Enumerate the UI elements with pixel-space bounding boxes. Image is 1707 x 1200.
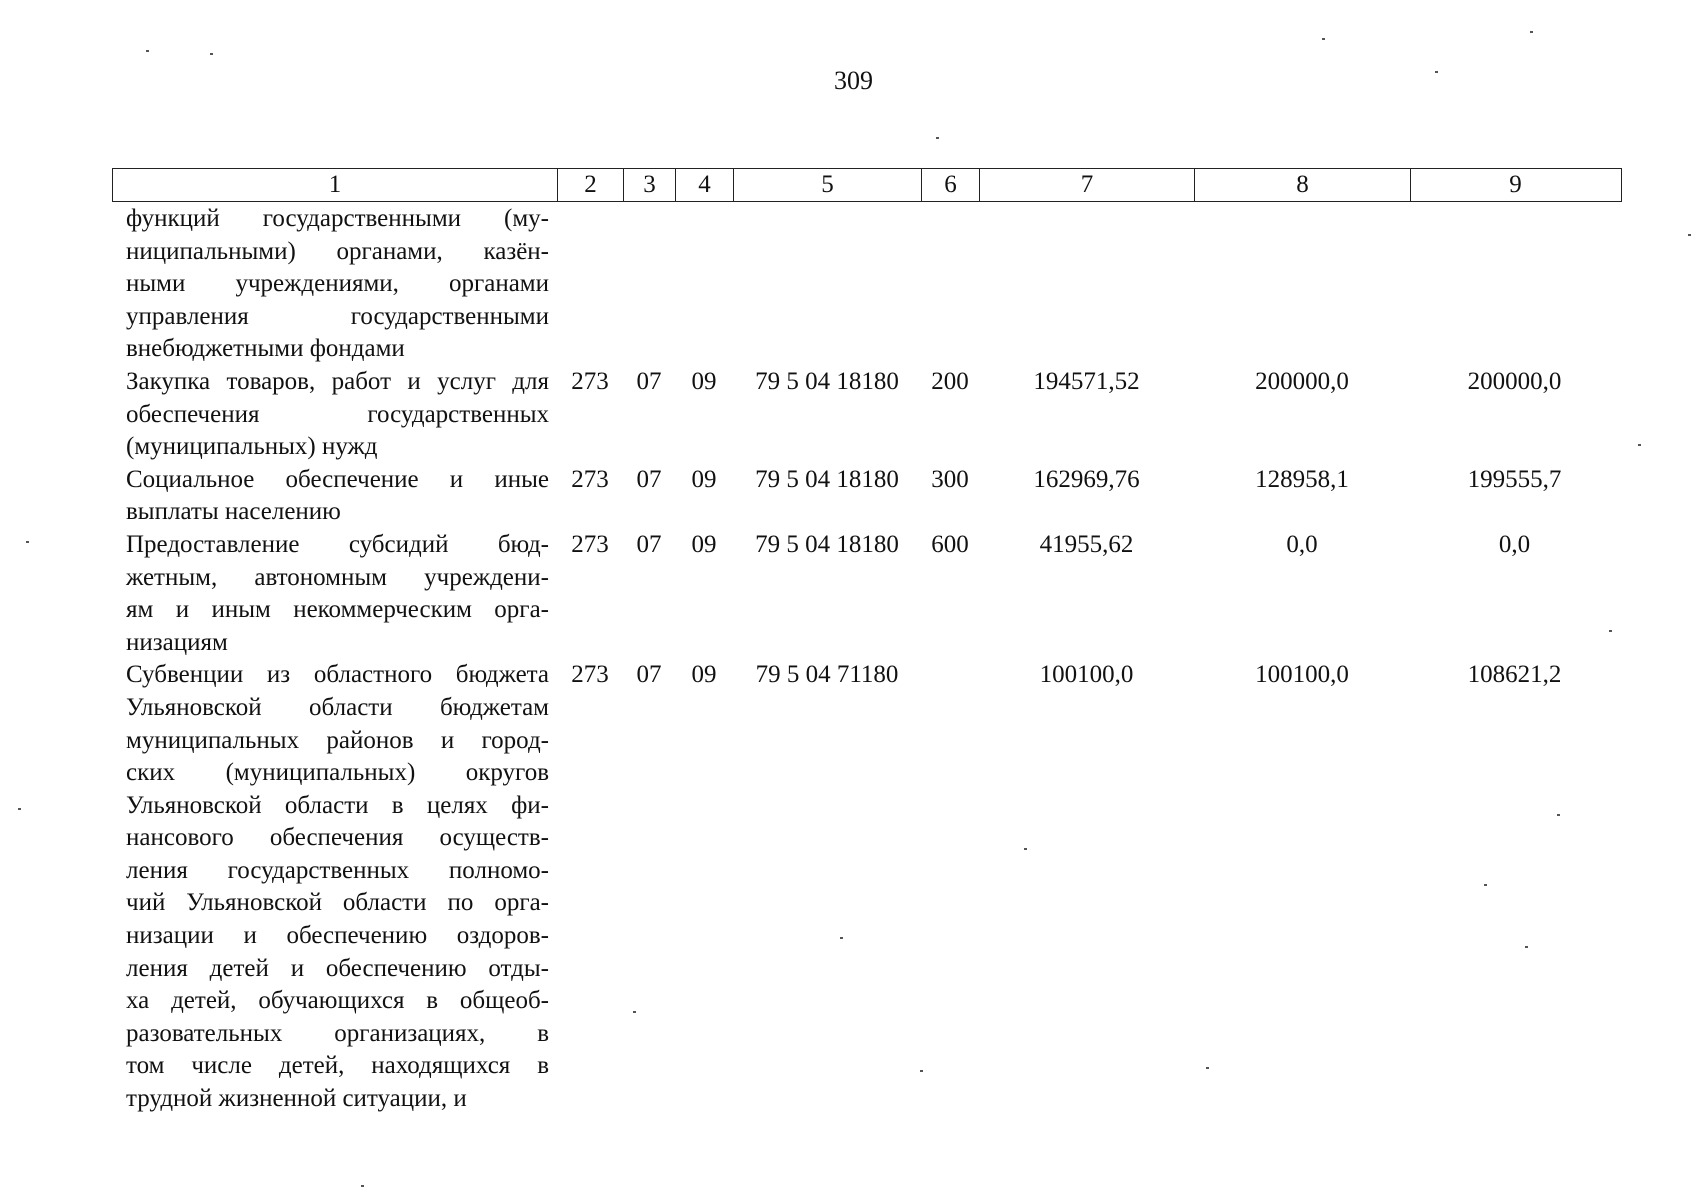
- header-col-7: 7: [980, 169, 1195, 201]
- description-line: жетным, автономным учреждени-: [126, 563, 549, 591]
- header-col-3: 3: [624, 169, 676, 201]
- cell-col-9: 199555,7: [1467, 465, 1562, 493]
- scan-speck: [936, 137, 939, 139]
- scan-speck: [1530, 31, 1533, 33]
- scan-speck: [361, 1185, 364, 1187]
- cell-col-4: 09: [691, 465, 717, 493]
- row-description: [112, 366, 557, 464]
- cell-col-3: 07: [636, 530, 662, 558]
- description-line: Социальное обеспечение и иные: [126, 465, 549, 493]
- cell-col-2: 273: [571, 530, 609, 558]
- header-col-5: 5: [734, 169, 922, 201]
- cell-col-3: [623, 203, 675, 366]
- table-row: [112, 659, 1622, 1115]
- cell-col-2: 273: [571, 367, 609, 395]
- description-line: низациям: [126, 628, 228, 656]
- budget-table: [112, 168, 1622, 1116]
- cell-col-4: 09: [691, 530, 717, 558]
- cell-col-9: 0,0: [1498, 530, 1531, 558]
- scan-speck: [1484, 884, 1487, 886]
- scan-speck: [840, 937, 843, 939]
- scan-speck: [633, 1011, 636, 1013]
- cell-col-2: 273: [571, 465, 609, 493]
- description-line: Ульяновской области в целях фи-: [126, 791, 549, 819]
- row-description: [112, 659, 557, 1115]
- cell-col-6: [921, 659, 979, 1115]
- cell-col-6: 200: [931, 367, 969, 395]
- description-line: обеспечения государственных: [126, 400, 549, 428]
- row-description: [112, 203, 557, 366]
- description-line: нансового обеспечения осуществ-: [126, 824, 549, 852]
- row-description: [112, 464, 557, 529]
- cell-col-5: 79 5 04 18180: [755, 367, 899, 395]
- cell-col-7: 100100,0: [1039, 661, 1134, 689]
- scan-speck: [1206, 1067, 1209, 1069]
- cell-col-9: [1410, 203, 1619, 366]
- description-line: ских (муниципальных) округов: [126, 759, 549, 787]
- cell-col-5: 79 5 04 71180: [755, 661, 899, 689]
- cell-col-4: 09: [691, 367, 717, 395]
- header-col-2: 2: [558, 169, 624, 201]
- cell-col-7: [979, 203, 1194, 366]
- header-col-1: 1: [113, 169, 558, 201]
- description-line: Ульяновской области бюджетам: [126, 693, 549, 721]
- cell-col-3: 07: [636, 367, 662, 395]
- cell-col-8: 0,0: [1286, 530, 1318, 558]
- cell-col-6: [921, 203, 979, 366]
- cell-col-6: 600: [931, 530, 969, 558]
- scan-speck: [1435, 71, 1438, 73]
- cell-col-9: 108621,2: [1467, 661, 1562, 689]
- scan-speck: [1525, 946, 1528, 948]
- description-line: Субвенции из областного бюджета: [126, 661, 549, 689]
- cell-col-8: 200000,0: [1255, 367, 1349, 395]
- description-line: трудной жизненной ситуации, и: [126, 1085, 467, 1113]
- scan-speck: [210, 53, 213, 55]
- description-line: муниципальных районов и город-: [126, 726, 549, 754]
- table-body: [112, 203, 1622, 1116]
- cell-col-3: 07: [636, 465, 662, 493]
- scan-speck: [26, 541, 29, 543]
- scan-speck: [1609, 630, 1612, 632]
- page-number: 309: [834, 66, 873, 95]
- cell-col-5: [733, 203, 921, 366]
- cell-col-2: [557, 203, 623, 366]
- description-line: том числе детей, находящихся в: [126, 1052, 549, 1080]
- header-col-6: 6: [922, 169, 980, 201]
- description-line: разовательных организациях, в: [126, 1019, 549, 1047]
- cell-col-5: 79 5 04 18180: [755, 530, 899, 558]
- scan-speck: [1688, 234, 1691, 236]
- cell-col-6: 300: [931, 465, 969, 493]
- description-line: Закупка товаров, работ и услуг для: [126, 367, 549, 395]
- scan-speck: [1322, 38, 1325, 40]
- scan-speck: [1557, 814, 1560, 816]
- cell-col-9: 200000,0: [1467, 367, 1562, 395]
- description-line: ными учреждениями, органами: [126, 270, 549, 298]
- description-line: (муниципальных) нужд: [126, 433, 378, 461]
- table-row: [112, 464, 1622, 529]
- header-col-8: 8: [1195, 169, 1411, 201]
- description-line: ниципальными) органами, казён-: [126, 237, 549, 265]
- table-header-row: [112, 168, 1622, 202]
- cell-col-8: [1194, 203, 1410, 366]
- scan-speck: [18, 808, 21, 810]
- description-line: ям и иным некоммерческим орга-: [126, 596, 549, 624]
- scan-speck: [1024, 848, 1027, 850]
- table-row: [112, 203, 1622, 366]
- cell-col-8: 128958,1: [1255, 465, 1349, 493]
- description-line: чий Ульяновской области по орга-: [126, 889, 549, 917]
- description-line: низации и обеспечению оздоров-: [126, 922, 549, 950]
- cell-col-2: 273: [571, 661, 609, 689]
- scan-speck: [920, 1070, 923, 1072]
- cell-col-7: 194571,52: [1033, 367, 1140, 395]
- description-line: выплаты населению: [126, 498, 341, 526]
- cell-col-7: 41955,62: [1039, 530, 1134, 558]
- table-row: [112, 366, 1622, 464]
- description-line: функций государственными (му-: [126, 205, 549, 232]
- cell-col-4: [675, 203, 733, 366]
- cell-col-5: 79 5 04 18180: [755, 465, 899, 493]
- header-col-4: 4: [676, 169, 734, 201]
- cell-col-7: 162969,76: [1033, 465, 1140, 493]
- description-line: Предоставление субсидий бюд-: [126, 530, 549, 558]
- row-description: [112, 529, 557, 659]
- description-line: ления детей и обеспечению отды-: [126, 954, 549, 982]
- description-line: ха детей, обучающихся в общеоб-: [126, 987, 549, 1015]
- table-row: [112, 529, 1622, 659]
- cell-col-3: 07: [636, 661, 662, 689]
- scan-speck: [146, 50, 149, 52]
- description-line: внебюджетными фондами: [126, 335, 405, 363]
- description-line: управления государственными: [126, 302, 549, 330]
- scan-speck: [1638, 444, 1641, 446]
- description-line: ления государственных полномо-: [126, 856, 549, 884]
- header-col-9: 9: [1509, 171, 1522, 198]
- cell-col-4: 09: [691, 661, 717, 689]
- cell-col-8: 100100,0: [1255, 661, 1349, 689]
